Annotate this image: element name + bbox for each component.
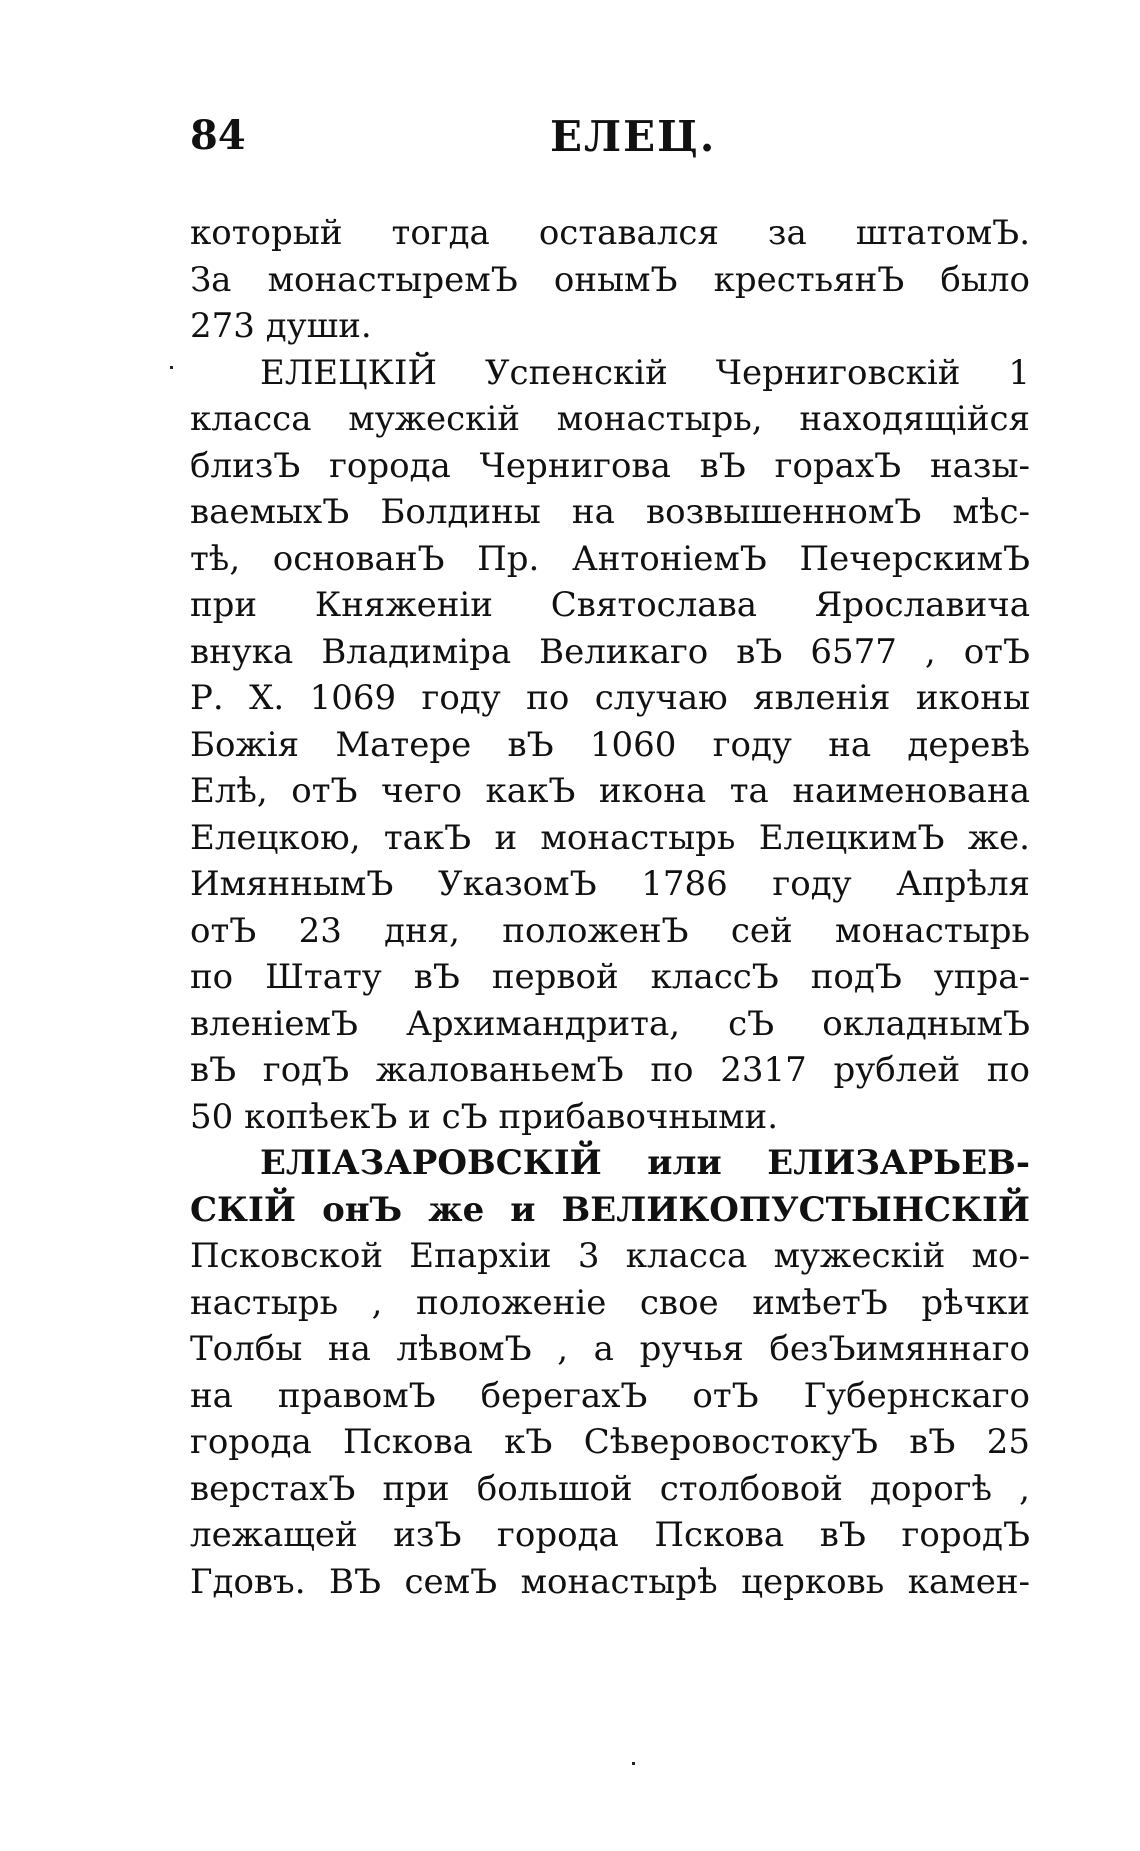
text-line: тѣ, основанЪ Пр. АнтоніемЪ ПечерскимЪ xyxy=(190,538,1030,579)
running-title: ЕЛЕЦ. xyxy=(550,112,717,161)
text-line: вЪ годЪ жалованьемЪ по 2317 рублей по xyxy=(190,1050,1030,1090)
text-line: класса мужескій монастырь, находящійся xyxy=(190,399,1030,439)
text-line: Псковской Епархіи 3 класса мужескій мо- xyxy=(190,1236,1030,1276)
text-line: по Штату вЪ первой классЪ подЪ упра- xyxy=(190,957,1030,997)
text-line: ЕЛЕЦКІЙ Успенскій Черниговскій 1 xyxy=(260,352,1030,393)
text-line: Р. Х. 1069 году по случаю явленія иконы xyxy=(190,678,1030,718)
text-line: отЪ 23 дня, положенЪ сей монастырь xyxy=(190,910,1030,951)
text-line: 50 копѣекЪ и сЪ прибавочными. xyxy=(190,1096,779,1137)
page-number: 84 xyxy=(190,112,246,159)
text-line: на правомЪ берегахЪ отЪ Губернскаго xyxy=(190,1375,1030,1416)
text-line: ЕЛІАЗАРОВСКІЙ или ЕЛИЗАРЬЕВ- xyxy=(260,1143,1030,1183)
print-speck xyxy=(170,366,173,369)
text-line: Елецкою, такЪ и монастырь ЕлецкимЪ же. xyxy=(190,817,1030,858)
text-line: ИмяннымЪ УказомЪ 1786 году Апрѣля xyxy=(190,864,1030,904)
print-speck xyxy=(632,1762,635,1765)
text-line: За монастыремЪ онымЪ крестьянЪ было xyxy=(190,259,1030,300)
text-line: близЪ города Чернигова вЪ горахЪ назы- xyxy=(190,445,1030,486)
text-line: при Княженіи Святослава Ярославича xyxy=(190,585,1030,625)
body-text xyxy=(190,210,1030,1605)
text-line: Елѣ, отЪ чего какЪ икона та наименована xyxy=(190,771,1030,811)
text-line: который тогда оставался за штатомЪ. xyxy=(190,213,1030,253)
page-header xyxy=(190,112,1030,172)
text-line: лежащей изЪ города Пскова вЪ городЪ xyxy=(190,1515,1030,1555)
text-line: внука Владиміра Великаго вЪ 6577 , отЪ xyxy=(190,631,1030,672)
text-line: Гдовъ. ВЪ семЪ монастырѣ церковь камен- xyxy=(190,1561,1030,1602)
text-line: вленіемЪ Архимандрита, сЪ окладнымЪ xyxy=(190,1003,1030,1044)
text-line: СКІЙ онЪ же и ВЕЛИКОПУСТЫНСКІЙ xyxy=(190,1189,1030,1230)
text-line: ваемыхЪ Болдины на возвышенномЪ мѣс- xyxy=(190,492,1030,532)
text-line: настырь , положеніе свое имѣетЪ рѣчки xyxy=(190,1282,1030,1323)
text-line: 273 души. xyxy=(190,306,372,346)
text-line: Толбы на лѣвомЪ , а ручья безЪимяннаго xyxy=(190,1329,1030,1369)
text-line: верстахЪ при большой столбовой дорогѣ , xyxy=(190,1468,1030,1509)
text-line: Божія Матере вЪ 1060 году на деревѣ xyxy=(190,724,1030,765)
text-line: города Пскова кЪ СѣверовостокуЪ вЪ 25 xyxy=(190,1422,1030,1462)
